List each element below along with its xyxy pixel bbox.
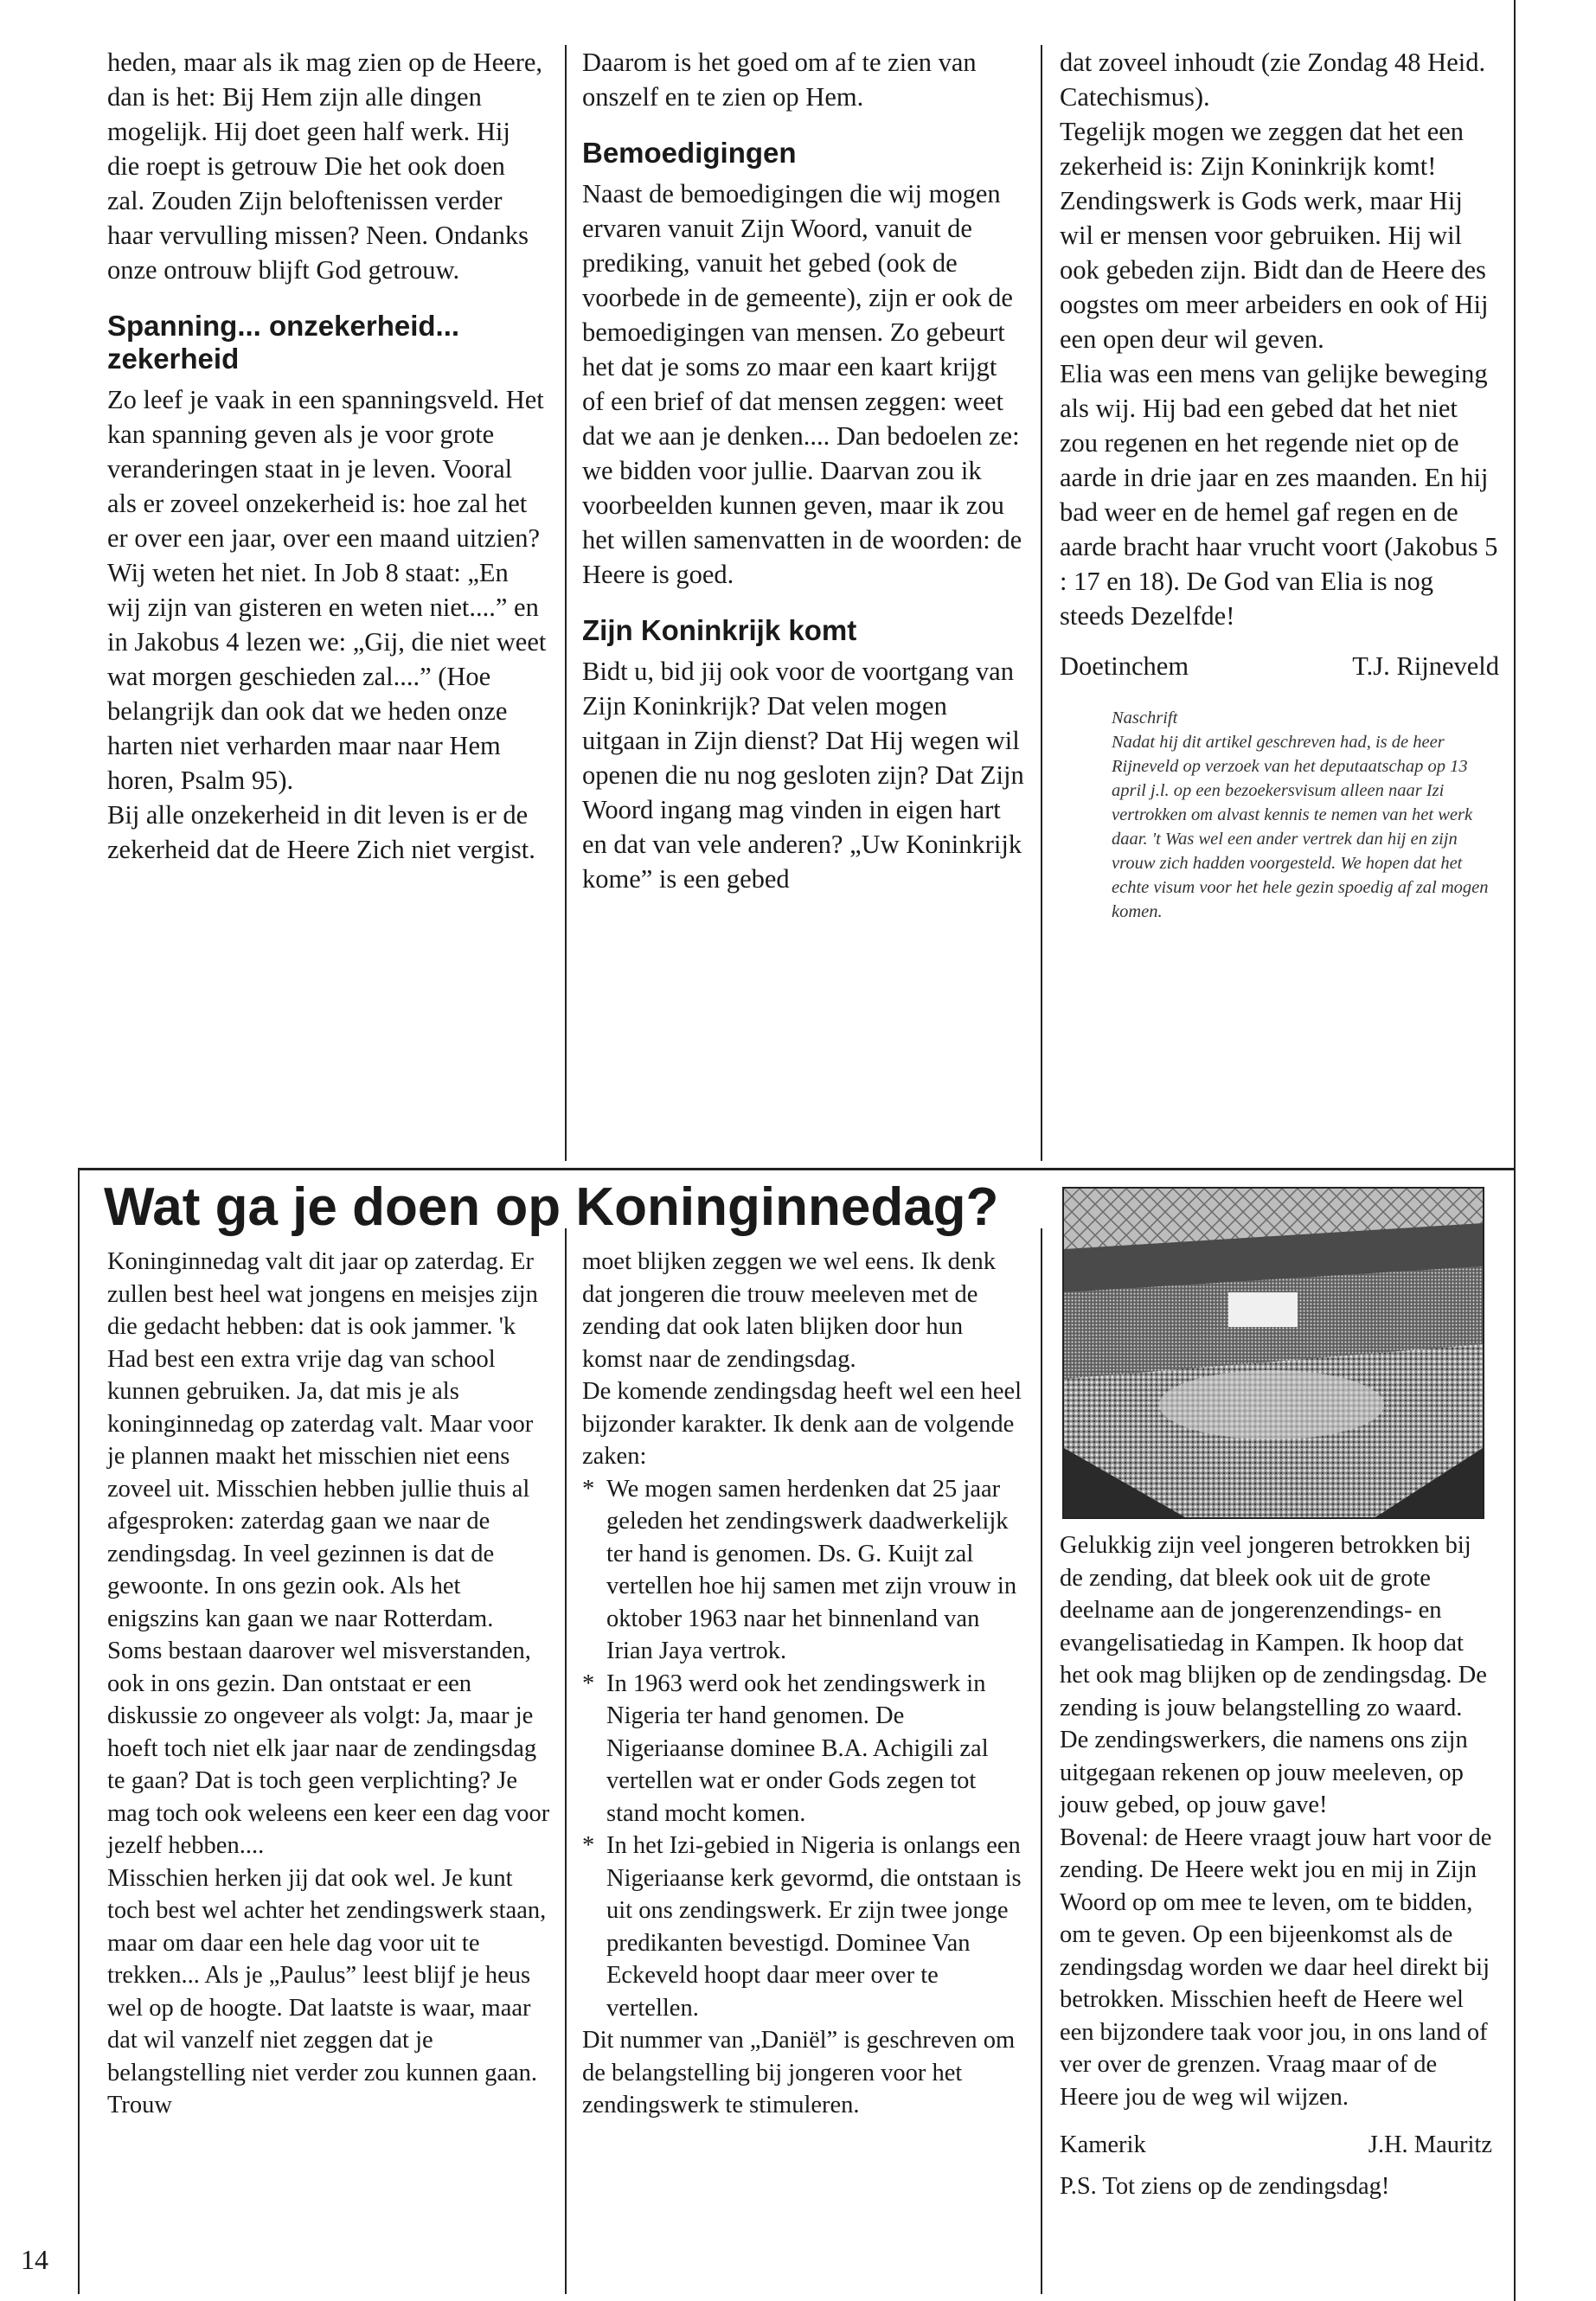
author-name: J.H. Mauritz xyxy=(1368,2131,1492,2158)
paragraph: Bovenal: de Heere vraagt jouw hart voor de zending. De Heere wekt jou en mij in Zijn Woord op om mee te leven, om te bidden, om te geven. Op een bijeenkomst als de zendingsdag worden we daar heel direkt bij betrokken. Misschien heeft de Heere wel een bijzondere taak voor jou, in ons land of ver over de grenzen. Vraag maar of de Heere jou de weg wil wijzen. xyxy=(1060,1823,1492,2111)
bullet-mark: * xyxy=(582,1475,595,1503)
signature-line xyxy=(1060,2129,1492,2162)
bullet-mark: * xyxy=(582,1670,595,1697)
paragraph: Bij alle onzekerheid in dit leven is er de zekerheid dat de Heere Zich niet vergist. xyxy=(107,800,535,864)
signature-line xyxy=(1060,649,1499,683)
bullet-mark: * xyxy=(582,1832,595,1859)
bullet-text: In 1963 werd ook het zendingswerk in Nigeria ter hand genomen. De Nigeriaanse dominee B.A. Achigili zal vertellen wat er onder Gods zegen tot stand mocht komen. xyxy=(606,1670,989,1827)
paragraph: De komende zendingsdag heeft wel een heel bijzonder karakter. Ik denk aan de volgende zaken: xyxy=(582,1378,1022,1470)
author-place: Kamerik xyxy=(1060,2131,1146,2158)
paragraph: heden, maar als ik mag zien op de Heere, dan is het: Bij Hem zijn alle dingen mogelijk. Hij doet geen half werk. Hij die roept is getrouw Die het ook doen zal. Zouden Zijn beloftenissen verder haar vervulling missen? Neen. Ondanks onze ontrouw blijft God getrouw. xyxy=(107,48,543,285)
postscript-note xyxy=(1112,706,1499,924)
article1-column-3 xyxy=(1060,45,1499,924)
subheading: Spanning... onzekerheid... zekerheid xyxy=(107,310,460,375)
paragraph: Misschien herken jij dat ook wel. Je kunt toch best wel achter het zendingswerk staan, maar om daar een hele dag voor uit te trekken... Als je „Paulus” leest blijf je heus wel op de hoogte. Dat laatste is waar, maar dat wil vanzelf niet zeggen dat je belangstelling niet verder zou kunnen gaan. Trouw xyxy=(107,1864,547,2118)
subheading: Bemoedigingen xyxy=(582,137,797,169)
article1-column-2 xyxy=(582,45,1025,896)
column-rule-bottom-1 xyxy=(565,1228,567,2294)
paragraph: Bidt u, bid jij ook voor de voortgang van Zijn Koninkrijk? Dat velen mogen uitgaan in Zijn dienst? Dat Hij wegen wil openen die nu nog gesloten zijn? Dat Zijn Woord ingang mag vinden in eigen hart en dat van vele anderen? „Uw Koninkrijk kome” is een gebed xyxy=(582,657,1024,894)
page-rule-left xyxy=(78,1170,80,2294)
bullet-item xyxy=(582,1830,1025,2024)
crowd-photo xyxy=(1062,1187,1484,1519)
paragraph: moet blijken zeggen we wel eens. Ik denk dat jongeren die trouw meeleven met de zending dat ook laten blijken door hun komst naar de zendingsdag. xyxy=(582,1248,997,1373)
paragraph: Zo leef je vaak in een spanningsveld. Het kan spanning geven als je voor grote veranderingen staat in je leven. Vooral als er zoveel onzekerheid is: hoe zal het er over een jaar, over een maand uitzien? Wij weten het niet. In Job 8 staat: „En wij zijn van gisteren en weten niet....” en in Jakobus 4 lezen we: „Gij, die niet weet wat morgen geschieden zal....” (Hoe belangrijk dan ook dat we heden onze harten niet verharden maar naar Hem horen, Psalm 95). xyxy=(107,385,547,795)
paragraph: Dit nummer van „Daniël” is geschreven om de belangstelling bij jongeren voor het zendingswerk te stimuleren. xyxy=(582,2027,1016,2118)
page-number: 14 xyxy=(21,2244,48,2275)
paragraph: Tegelijk mogen we zeggen dat het een zekerheid is: Zijn Koninkrijk komt! xyxy=(1060,117,1465,181)
column-rule-top-2 xyxy=(1041,45,1042,1161)
paragraph: Elia was een mens van gelijke beweging als wij. Hij bad een gebed dat het niet zou regenen en het regende niet op de aarde in drie jaar en zes maanden. En hij bad weer en de hemel gaf regen en de aarde bracht haar vrucht voort (Jakobus 5 : 17 en 18). De God van Elia is nog steeds Dezelfde! xyxy=(1060,359,1498,631)
article1-column-1 xyxy=(107,45,547,867)
article2-column-3 xyxy=(1060,1529,1492,2202)
crowd-photo-image xyxy=(1064,1189,1483,1517)
column-rule-bottom-2 xyxy=(1041,1228,1042,2294)
postscript: P.S. Tot ziens op de zendingsdag! xyxy=(1060,2172,1390,2200)
section-divider xyxy=(78,1168,1514,1170)
page-rule-right xyxy=(1514,0,1516,2301)
article-headline: Wat ga je doen op Koninginnedag? xyxy=(104,1177,999,1237)
paragraph: dat zoveel inhoudt (zie Zondag 48 Heid. Catechismus). xyxy=(1060,48,1486,112)
bullet-text: We mogen samen herdenken dat 25 jaar geleden het zendingswerk daadwerkelijk ter hand is genomen. Ds. G. Kuijt zal vertellen hoe hij samen met zijn vrouw in oktober 1963 naar het binnenland van Irian Jaya vertrok. xyxy=(606,1475,1017,1664)
bullet-item xyxy=(582,1668,1025,1830)
author-place: Doetinchem xyxy=(1060,651,1189,681)
note-text: Nadat hij dit artikel geschreven had, is de heer Rijneveld op verzoek van het deputaatschap op 13 april j.l. op een bezoekersvisum alleen naar Izi vertrokken om alvast kennis te nemen van het werk daar. 't Was wel een ander vertrek dan hij en zijn vrouw zich hadden voorgesteld. We hopen dat het echte visum voor het hele gezin spoedig af zal mogen komen. xyxy=(1112,733,1489,921)
paragraph: Gelukkig zijn veel jongeren betrokken bij de zending, dat bleek ook uit de grote deelname aan de jongerenzendings- en evangelisatiedag in Kampen. Ik hoop dat het ook mag blijken op de zendingsdag. De zending is jouw belangstelling zo waard. De zendingswerkers, die namens ons zijn uitgegaan rekenen op jouw meeleven, op jouw gebed, op jouw gave! xyxy=(1060,1532,1487,1818)
paragraph: Daarom is het goed om af te zien van onszelf en te zien op Hem. xyxy=(582,48,977,112)
paragraph: Naast de bemoedigingen die wij mogen ervaren vanuit Zijn Woord, vanuit de prediking, vanuit het gebed (ook de voorbede in de gemeente), zijn er ook de bemoedigingen van mensen. Zo gebeurt het dat je soms zo maar een kaart krijgt of een brief of dat mensen zeggen: weet dat we aan je denken.... Dan bedoelen ze: we bidden voor jullie. Daarvan zou ik voorbeelden kunnen geven, maar ik zou het willen samenvatten in de woorden: de Heere is goed. xyxy=(582,179,1022,589)
article2-column-2 xyxy=(582,1246,1025,2122)
article2-column-1 xyxy=(107,1246,550,2122)
author-name: T.J. Rijneveld xyxy=(1352,651,1499,681)
bullet-item xyxy=(582,1473,1025,1668)
column-rule-top-1 xyxy=(565,45,567,1161)
subheading: Zijn Koninkrijk komt xyxy=(582,614,857,646)
bullet-text: In het Izi-gebied in Nigeria is onlangs een Nigeriaanse kerk gevormd, die ontstaan is uit ons zendingswerk. Er zijn twee jonge predikanten bevestigd. Dominee Van Eckeveld hoopt daar meer over te vertellen. xyxy=(606,1832,1022,2022)
paragraph: Zendingswerk is Gods werk, maar Hij wil er mensen voor gebruiken. Hij wil ook gebeden zijn. Bidt dan de Heere des oogstes om meer arbeiders en ook of Hij een open deur wil geven. xyxy=(1060,186,1489,354)
note-title: Naschrift xyxy=(1112,708,1178,727)
paragraph: Koninginnedag valt dit jaar op zaterdag. Er zullen best heel wat jongens en meisjes zijn die gedacht hebben: dat is ook jammer. 'k Had best een extra vrije dag van school kunnen gebruiken. Ja, dat mis je als koninginnedag op zaterdag valt. Maar voor je plannen maakt het misschien niet eens zoveel uit. Misschien hebben jullie thuis al afgesproken: zaterdag gaan we naar de zendingsdag. In veel gezinnen is dat de gewoonte. In ons gezin ook. Als het enigszins kan gaan we naar Rotterdam. Soms bestaan daarover wel misverstanden, ook in ons gezin. Dan ontstaat er een diskussie zo ongeveer als volgt: Ja, maar je hoeft toch niet elk jaar naar de zendingsdag te gaan? Dat is toch geen verplichting? Je mag toch ook weleens een keer een dag voor jezelf hebben.... xyxy=(107,1248,550,1859)
